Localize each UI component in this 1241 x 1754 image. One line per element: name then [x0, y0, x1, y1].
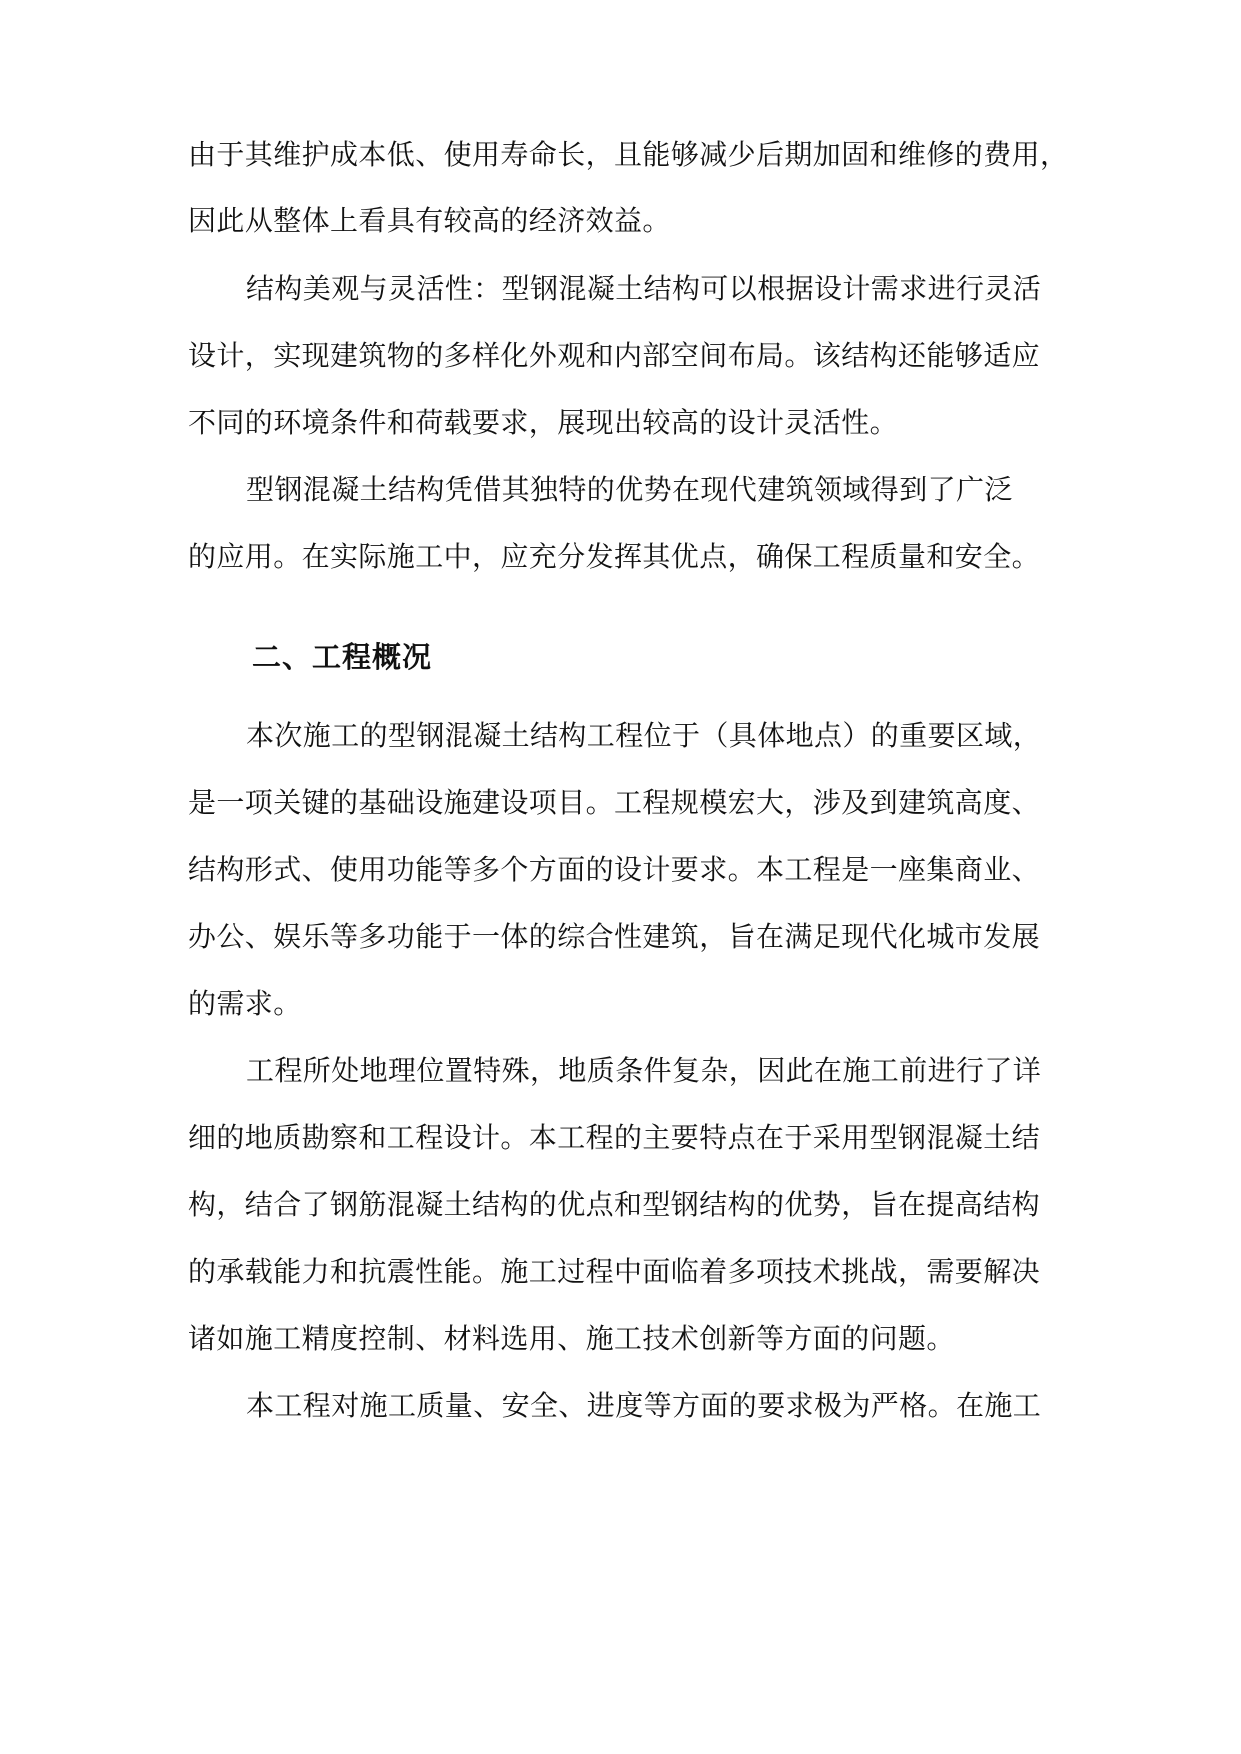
paragraph-line: 是一项关键的基础设施建设项目。工程规模宏大，涉及到建筑高度、 [188, 786, 1041, 819]
paragraph-line: 细的地质勘察和工程设计。本工程的主要特点在于采用型钢混凝土结 [188, 1121, 1041, 1154]
paragraph-line: 诸如施工精度控制、材料选用、施工技术创新等方面的问题。 [188, 1322, 955, 1355]
paragraph-line: 结构美观与灵活性：型钢混凝土结构可以根据设计需求进行灵活 [246, 272, 1042, 305]
paragraph-line: 的应用。在实际施工中，应充分发挥其优点，确保工程质量和安全。 [188, 540, 1041, 573]
paragraph-line: 的承载能力和抗震性能。施工过程中面临着多项技术挑战，需要解决 [188, 1255, 1041, 1288]
paragraph-line: 因此从整体上看具有较高的经济效益。 [188, 204, 671, 237]
paragraph-line: 不同的环境条件和荷载要求，展现出较高的设计灵活性。 [188, 406, 899, 439]
paragraph-line: 本工程对施工质量、安全、进度等方面的要求极为严格。在施工 [246, 1389, 1042, 1422]
paragraph-line: 由于其维护成本低、使用寿命长，且能够减少后期加固和维修的费用， [188, 138, 1069, 171]
paragraph-line: 结构形式、使用功能等多个方面的设计要求。本工程是一座集商业、 [188, 853, 1041, 886]
paragraph-line: 工程所处地理位置特殊，地质条件复杂，因此在施工前进行了详 [246, 1054, 1042, 1087]
paragraph-line: 构，结合了钢筋混凝土结构的优点和型钢结构的优势，旨在提高结构 [188, 1188, 1041, 1221]
section-heading: 二、工程概况 [252, 640, 433, 674]
paragraph-line: 型钢混凝土结构凭借其独特的优势在现代建筑领域得到了广泛 [246, 473, 1013, 506]
paragraph-line: 设计，实现建筑物的多样化外观和内部空间布局。该结构还能够适应 [188, 339, 1041, 372]
paragraph-line: 的需求。 [188, 987, 302, 1020]
paragraph-line: 本次施工的型钢混凝土结构工程位于（具体地点）的重要区域， [246, 719, 1042, 752]
paragraph-line: 办公、娱乐等多功能于一体的综合性建筑，旨在满足现代化城市发展 [188, 920, 1041, 953]
